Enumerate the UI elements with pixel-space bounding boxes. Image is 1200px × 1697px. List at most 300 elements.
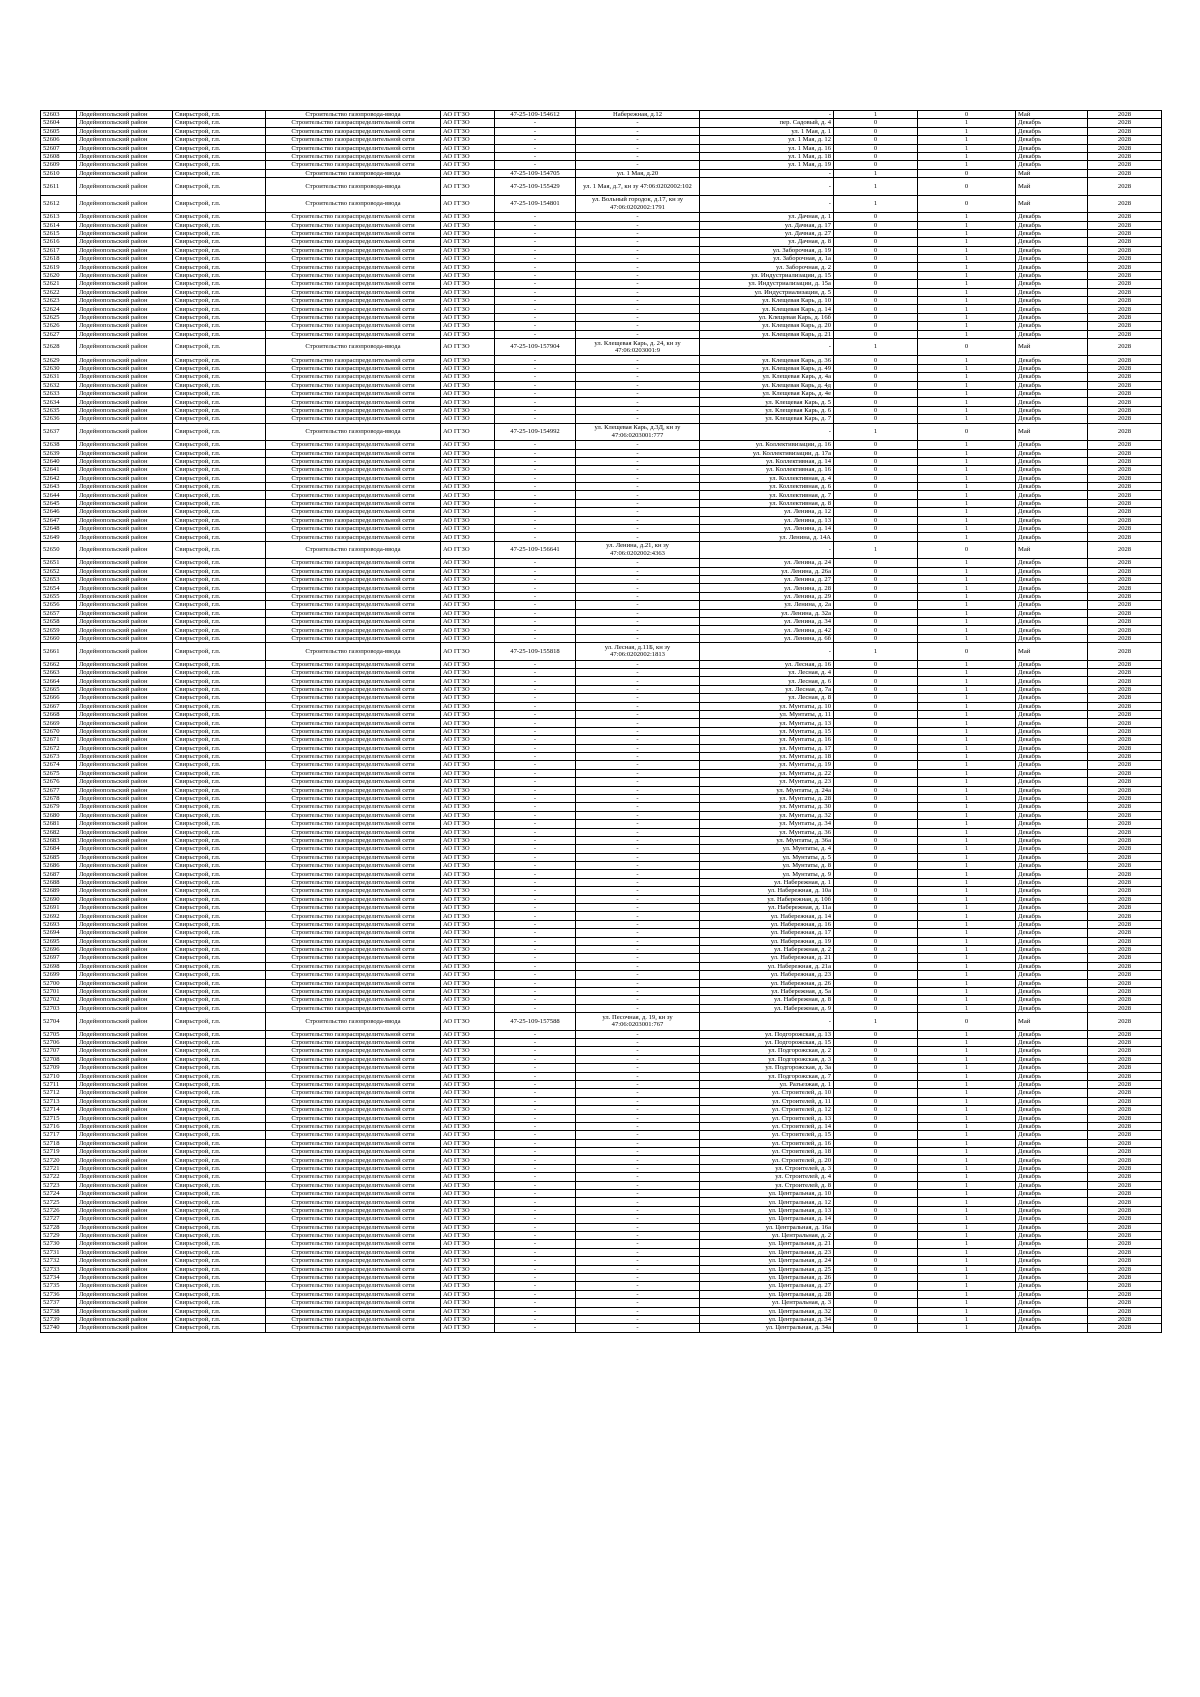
year-cell: 2028: [1088, 634, 1162, 642]
row-id: 52681: [41, 820, 77, 828]
address-cell: ул. Строителей, д. 12: [700, 1106, 834, 1114]
network-count-cell: 1: [918, 356, 1016, 364]
object-number-cell: -: [495, 836, 576, 844]
work-type-cell: Строительство газораспределительной сети: [266, 441, 441, 449]
object-number-cell: -: [495, 979, 576, 987]
object-number-cell: -: [495, 474, 576, 482]
object-number-cell: -: [495, 1080, 576, 1088]
settlement-cell: Свирьстрой, г.п.: [173, 836, 266, 844]
district-cell: Лодейнопольский район: [77, 904, 173, 912]
address-cell: ул. Подгорожская, д. 3а: [700, 1064, 834, 1072]
year-cell: 2028: [1088, 127, 1162, 135]
network-count-cell: 1: [918, 508, 1016, 516]
network-count-cell: 1: [918, 1307, 1016, 1315]
month-cell: Декабрь: [1016, 322, 1088, 330]
work-type-cell: Строительство газораспределительной сети: [266, 525, 441, 533]
object-number-cell: -: [495, 1248, 576, 1256]
settlement-cell: Свирьстрой, г.п.: [173, 415, 266, 423]
object-number-cell: -: [495, 694, 576, 702]
object-number-cell: -: [495, 761, 576, 769]
input-count-cell: 1: [834, 338, 918, 356]
address-cell: ул. Клещевая Карь, д. 21: [700, 330, 834, 338]
district-cell: Лодейнопольский район: [77, 1089, 173, 1097]
work-type-cell: Строительство газораспределительной сети: [266, 794, 441, 802]
object-number-cell: -: [495, 559, 576, 567]
month-cell: Декабрь: [1016, 213, 1088, 221]
object-number-cell: -: [495, 119, 576, 127]
organization-cell: АО ГГЗО: [441, 1290, 495, 1298]
address-cell: ул. Строителей, д. 4: [700, 1173, 834, 1181]
settlement-cell: Свирьстрой, г.п.: [173, 119, 266, 127]
network-count-cell: 1: [918, 862, 1016, 870]
month-cell: Декабрь: [1016, 1282, 1088, 1290]
settlement-cell: Свирьстрой, г.п.: [173, 711, 266, 719]
year-cell: 2028: [1088, 895, 1162, 903]
month-cell: Декабрь: [1016, 576, 1088, 584]
table-row: [41, 702, 1162, 710]
address-cell: ул. Центральная, д. 14: [700, 1215, 834, 1223]
year-cell: 2028: [1088, 280, 1162, 288]
district-cell: Лодейнопольский район: [77, 878, 173, 886]
table-row: [41, 929, 1162, 937]
year-cell: 2028: [1088, 499, 1162, 507]
settlement-cell: Свирьстрой, г.п.: [173, 669, 266, 677]
network-count-cell: 1: [918, 626, 1016, 634]
work-type-cell: Строительство газораспределительной сети: [266, 1248, 441, 1256]
row-id: 52693: [41, 920, 77, 928]
object-location-cell: -: [576, 161, 700, 169]
organization-cell: АО ГГЗО: [441, 945, 495, 953]
district-cell: Лодейнопольский район: [77, 1106, 173, 1114]
table-row: [41, 229, 1162, 237]
table-row: [41, 904, 1162, 912]
month-cell: Декабрь: [1016, 1198, 1088, 1206]
month-cell: Декабрь: [1016, 271, 1088, 279]
address-cell: ул. Мунтаты, д. 18: [700, 753, 834, 761]
object-location-cell: -: [576, 660, 700, 668]
year-cell: 2028: [1088, 702, 1162, 710]
year-cell: 2028: [1088, 136, 1162, 144]
work-type-cell: Строительство газораспределительной сети: [266, 483, 441, 491]
row-id: 52614: [41, 221, 77, 229]
district-cell: Лодейнопольский район: [77, 912, 173, 920]
object-location-cell: ул. Лесная, д.11Б, кн зу 47:06:0202002:1813: [576, 643, 700, 661]
input-count-cell: 0: [834, 491, 918, 499]
table-row: [41, 744, 1162, 752]
input-count-cell: 0: [834, 1231, 918, 1239]
organization-cell: АО ГГЗО: [441, 1047, 495, 1055]
table-row: [41, 1173, 1162, 1181]
organization-cell: АО ГГЗО: [441, 677, 495, 685]
year-cell: 2028: [1088, 423, 1162, 441]
work-type-cell: Строительство газораспределительной сети: [266, 1257, 441, 1265]
district-cell: Лодейнопольский район: [77, 727, 173, 735]
address-cell: ул. Клещевая Карь, д. 14: [700, 305, 834, 313]
organization-cell: АО ГГЗО: [441, 786, 495, 794]
organization-cell: АО ГГЗО: [441, 1004, 495, 1012]
district-cell: Лодейнопольский район: [77, 533, 173, 541]
address-cell: ул. Центральная, д. 34а: [700, 1324, 834, 1332]
organization-cell: АО ГГЗО: [441, 727, 495, 735]
address-cell: ул. Заборочная, д. 2: [700, 263, 834, 271]
object-location-cell: -: [576, 736, 700, 744]
row-id: 52617: [41, 246, 77, 254]
work-type-cell: Строительство газораспределительной сети: [266, 280, 441, 288]
month-cell: Декабрь: [1016, 609, 1088, 617]
work-type-cell: Строительство газораспределительной сети: [266, 1181, 441, 1189]
table-row: [41, 736, 1162, 744]
table-row: [41, 845, 1162, 853]
object-location-cell: -: [576, 853, 700, 861]
settlement-cell: Свирьстрой, г.п.: [173, 929, 266, 937]
year-cell: 2028: [1088, 1089, 1162, 1097]
row-id: 52688: [41, 878, 77, 886]
input-count-cell: 0: [834, 567, 918, 575]
row-id: 52736: [41, 1290, 77, 1298]
input-count-cell: 0: [834, 313, 918, 321]
input-count-cell: 0: [834, 297, 918, 305]
network-count-cell: 1: [918, 845, 1016, 853]
work-type-cell: Строительство газораспределительной сети: [266, 1072, 441, 1080]
work-type-cell: Строительство газораспределительной сети: [266, 1055, 441, 1063]
work-type-cell: Строительство газораспределительной сети: [266, 1173, 441, 1181]
district-cell: Лодейнопольский район: [77, 136, 173, 144]
input-count-cell: 0: [834, 853, 918, 861]
settlement-cell: Свирьстрой, г.п.: [173, 474, 266, 482]
object-location-cell: -: [576, 576, 700, 584]
address-cell: ул. Мунтаты, д. 36а: [700, 836, 834, 844]
object-number-cell: -: [495, 491, 576, 499]
month-cell: Декабрь: [1016, 1106, 1088, 1114]
object-location-cell: -: [576, 778, 700, 786]
table-row: [41, 811, 1162, 819]
district-cell: Лодейнопольский район: [77, 845, 173, 853]
district-cell: Лодейнопольский район: [77, 945, 173, 953]
input-count-cell: 0: [834, 711, 918, 719]
month-cell: Декабрь: [1016, 836, 1088, 844]
table-row: [41, 786, 1162, 794]
network-count-cell: 1: [918, 702, 1016, 710]
work-type-cell: Строительство газораспределительной сети: [266, 1097, 441, 1105]
row-id: 52621: [41, 280, 77, 288]
input-count-cell: 0: [834, 330, 918, 338]
object-location-cell: -: [576, 912, 700, 920]
work-type-cell: Строительство газораспределительной сети: [266, 1148, 441, 1156]
row-id: 52608: [41, 152, 77, 160]
address-cell: ул. Дачная, д. 1: [700, 213, 834, 221]
network-count-cell: 1: [918, 127, 1016, 135]
input-count-cell: 0: [834, 238, 918, 246]
network-count-cell: 1: [918, 1231, 1016, 1239]
object-location-cell: -: [576, 567, 700, 575]
address-cell: ул. Заборочная, д. 19: [700, 246, 834, 254]
network-count-cell: 1: [918, 263, 1016, 271]
network-count-cell: 1: [918, 144, 1016, 152]
object-location-cell: -: [576, 669, 700, 677]
table-row: [41, 1190, 1162, 1198]
district-cell: Лодейнопольский район: [77, 862, 173, 870]
row-id: 52707: [41, 1047, 77, 1055]
settlement-cell: Свирьстрой, г.п.: [173, 1156, 266, 1164]
address-cell: ул. Центральная, д. 26: [700, 1273, 834, 1281]
work-type-cell: Строительство газораспределительной сети: [266, 508, 441, 516]
network-count-cell: 1: [918, 803, 1016, 811]
table-row: [41, 887, 1162, 895]
work-type-cell: Строительство газопровода-ввода: [266, 111, 441, 119]
object-number-cell: -: [495, 1257, 576, 1265]
input-count-cell: 0: [834, 794, 918, 802]
address-cell: ул. Подгорожская, д. 2: [700, 1047, 834, 1055]
year-cell: 2028: [1088, 1265, 1162, 1273]
month-cell: Май: [1016, 178, 1088, 196]
month-cell: Декабрь: [1016, 1307, 1088, 1315]
district-cell: Лодейнопольский район: [77, 929, 173, 937]
settlement-cell: Свирьстрой, г.п.: [173, 1198, 266, 1206]
year-cell: 2028: [1088, 255, 1162, 263]
network-count-cell: 1: [918, 525, 1016, 533]
month-cell: Декабрь: [1016, 330, 1088, 338]
year-cell: 2028: [1088, 263, 1162, 271]
object-location-cell: -: [576, 1055, 700, 1063]
year-cell: 2028: [1088, 305, 1162, 313]
month-cell: Декабрь: [1016, 769, 1088, 777]
year-cell: 2028: [1088, 878, 1162, 886]
object-number-cell: -: [495, 609, 576, 617]
table-row: [41, 525, 1162, 533]
month-cell: Декабрь: [1016, 119, 1088, 127]
month-cell: Декабрь: [1016, 483, 1088, 491]
network-count-cell: 1: [918, 836, 1016, 844]
organization-cell: АО ГГЗО: [441, 1240, 495, 1248]
year-cell: 2028: [1088, 246, 1162, 254]
object-location-cell: -: [576, 280, 700, 288]
table-row: [41, 836, 1162, 844]
year-cell: 2028: [1088, 887, 1162, 895]
table-row: [41, 1156, 1162, 1164]
table-row: [41, 685, 1162, 693]
settlement-cell: Свирьстрой, г.п.: [173, 1030, 266, 1038]
work-type-cell: Строительство газораспределительной сети: [266, 1122, 441, 1130]
object-location-cell: -: [576, 987, 700, 995]
settlement-cell: Свирьстрой, г.п.: [173, 483, 266, 491]
row-id: 52673: [41, 753, 77, 761]
table-row: [41, 937, 1162, 945]
network-count-cell: 1: [918, 491, 1016, 499]
settlement-cell: Свирьстрой, г.п.: [173, 1055, 266, 1063]
work-type-cell: Строительство газораспределительной сети: [266, 811, 441, 819]
district-cell: Лодейнопольский район: [77, 1064, 173, 1072]
address-cell: ул. Центральная, д. 25: [700, 1265, 834, 1273]
address-cell: ул. Мунтаты, д. 23: [700, 778, 834, 786]
district-cell: Лодейнопольский район: [77, 491, 173, 499]
district-cell: Лодейнопольский район: [77, 322, 173, 330]
district-cell: Лодейнопольский район: [77, 736, 173, 744]
input-count-cell: 0: [834, 525, 918, 533]
address-cell: ул. Строителей, д. 15: [700, 1131, 834, 1139]
district-cell: Лодейнопольский район: [77, 1148, 173, 1156]
district-cell: Лодейнопольский район: [77, 1097, 173, 1105]
object-number-cell: -: [495, 356, 576, 364]
row-id: 52713: [41, 1097, 77, 1105]
work-type-cell: Строительство газораспределительной сети: [266, 1106, 441, 1114]
input-count-cell: 0: [834, 161, 918, 169]
district-cell: Лодейнопольский район: [77, 415, 173, 423]
input-count-cell: 0: [834, 1248, 918, 1256]
object-number-cell: -: [495, 1290, 576, 1298]
organization-cell: АО ГГЗО: [441, 169, 495, 177]
address-cell: -: [700, 1013, 834, 1031]
work-type-cell: Строительство газораспределительной сети: [266, 1223, 441, 1231]
input-count-cell: 0: [834, 803, 918, 811]
row-id: 52613: [41, 213, 77, 221]
row-id: 52628: [41, 338, 77, 356]
address-cell: ул. Мунтаты, д. 10: [700, 702, 834, 710]
address-cell: ул. Коллективизации, д. 17а: [700, 449, 834, 457]
month-cell: Декабрь: [1016, 962, 1088, 970]
address-cell: ул. 1 Мая, д. 18: [700, 152, 834, 160]
organization-cell: АО ГГЗО: [441, 1114, 495, 1122]
work-type-cell: Строительство газораспределительной сети: [266, 119, 441, 127]
address-cell: ул. Набережная, д. 26: [700, 979, 834, 987]
work-type-cell: Строительство газораспределительной сети: [266, 1265, 441, 1273]
table-row: [41, 601, 1162, 609]
organization-cell: АО ГГЗО: [441, 979, 495, 987]
input-count-cell: 0: [834, 987, 918, 995]
object-location-cell: -: [576, 996, 700, 1004]
network-count-cell: 1: [918, 592, 1016, 600]
organization-cell: АО ГГЗО: [441, 111, 495, 119]
address-cell: ул. Мунтаты, д. 24а: [700, 786, 834, 794]
table-row: [41, 457, 1162, 465]
object-location-cell: -: [576, 127, 700, 135]
organization-cell: АО ГГЗО: [441, 1265, 495, 1273]
year-cell: 2028: [1088, 1215, 1162, 1223]
year-cell: 2028: [1088, 1190, 1162, 1198]
row-id: 52738: [41, 1307, 77, 1315]
object-location-cell: -: [576, 508, 700, 516]
table-row: [41, 474, 1162, 482]
object-location-cell: -: [576, 466, 700, 474]
table-row: [41, 634, 1162, 642]
settlement-cell: Свирьстрой, г.п.: [173, 1231, 266, 1239]
organization-cell: АО ГГЗО: [441, 1106, 495, 1114]
year-cell: 2028: [1088, 1064, 1162, 1072]
year-cell: 2028: [1088, 398, 1162, 406]
row-id: 52711: [41, 1080, 77, 1088]
network-count-cell: 1: [918, 1047, 1016, 1055]
settlement-cell: Свирьстрой, г.п.: [173, 449, 266, 457]
settlement-cell: Свирьстрой, г.п.: [173, 1223, 266, 1231]
address-cell: ул. Мунтаты, д. 11: [700, 711, 834, 719]
address-cell: ул. Дачная, д. 17: [700, 221, 834, 229]
object-location-cell: -: [576, 119, 700, 127]
input-count-cell: 0: [834, 912, 918, 920]
year-cell: 2028: [1088, 794, 1162, 802]
year-cell: 2028: [1088, 415, 1162, 423]
settlement-cell: Свирьстрой, г.п.: [173, 870, 266, 878]
row-id: 52691: [41, 904, 77, 912]
network-count-cell: 1: [918, 895, 1016, 903]
row-id: 52718: [41, 1139, 77, 1147]
organization-cell: АО ГГЗО: [441, 811, 495, 819]
year-cell: 2028: [1088, 904, 1162, 912]
object-location-cell: -: [576, 1290, 700, 1298]
object-number-cell: -: [495, 576, 576, 584]
month-cell: Декабрь: [1016, 1055, 1088, 1063]
year-cell: 2028: [1088, 152, 1162, 160]
row-id: 52696: [41, 945, 77, 953]
work-type-cell: Строительство газораспределительной сети: [266, 592, 441, 600]
address-cell: ул. Центральная, д. 2: [700, 1231, 834, 1239]
month-cell: Декабрь: [1016, 862, 1088, 870]
object-location-cell: -: [576, 1030, 700, 1038]
district-cell: Лодейнопольский район: [77, 390, 173, 398]
address-cell: ул. Ленина, д. 12: [700, 508, 834, 516]
month-cell: Декабрь: [1016, 1324, 1088, 1332]
input-count-cell: 0: [834, 769, 918, 777]
table-row: [41, 119, 1162, 127]
object-location-cell: -: [576, 1064, 700, 1072]
district-cell: Лодейнопольский район: [77, 161, 173, 169]
input-count-cell: 0: [834, 702, 918, 710]
row-id: 52640: [41, 457, 77, 465]
row-id: 52659: [41, 626, 77, 634]
settlement-cell: Свирьстрой, г.п.: [173, 694, 266, 702]
organization-cell: АО ГГЗО: [441, 483, 495, 491]
address-cell: пер. Садовый, д. 4: [700, 119, 834, 127]
settlement-cell: Свирьстрой, г.п.: [173, 152, 266, 160]
settlement-cell: Свирьстрой, г.п.: [173, 271, 266, 279]
row-id: 52694: [41, 929, 77, 937]
table-row: [41, 1114, 1162, 1122]
year-cell: 2028: [1088, 441, 1162, 449]
district-cell: Лодейнопольский район: [77, 144, 173, 152]
input-count-cell: 0: [834, 895, 918, 903]
input-count-cell: 0: [834, 1072, 918, 1080]
object-number-cell: -: [495, 466, 576, 474]
object-location-cell: -: [576, 533, 700, 541]
organization-cell: АО ГГЗО: [441, 643, 495, 661]
row-id: 52715: [41, 1114, 77, 1122]
address-cell: ул. 1 Мая, д. 12: [700, 136, 834, 144]
object-number-cell: 47-25-109-157904: [495, 338, 576, 356]
district-cell: Лодейнопольский район: [77, 119, 173, 127]
work-type-cell: Строительство газораспределительной сети: [266, 609, 441, 617]
district-cell: Лодейнопольский район: [77, 330, 173, 338]
year-cell: 2028: [1088, 1223, 1162, 1231]
row-id: 52686: [41, 862, 77, 870]
settlement-cell: Свирьстрой, г.п.: [173, 576, 266, 584]
organization-cell: АО ГГЗО: [441, 601, 495, 609]
organization-cell: АО ГГЗО: [441, 820, 495, 828]
row-id: 52604: [41, 119, 77, 127]
settlement-cell: Свирьстрой, г.п.: [173, 288, 266, 296]
input-count-cell: 0: [834, 1190, 918, 1198]
object-number-cell: -: [495, 769, 576, 777]
row-id: 52669: [41, 719, 77, 727]
address-cell: ул. Лесная, д. 8: [700, 694, 834, 702]
year-cell: 2028: [1088, 769, 1162, 777]
input-count-cell: 0: [834, 1181, 918, 1189]
year-cell: 2028: [1088, 853, 1162, 861]
table-row: [41, 1131, 1162, 1139]
table-row: [41, 423, 1162, 441]
district-cell: Лодейнопольский район: [77, 127, 173, 135]
row-id: 52716: [41, 1122, 77, 1130]
month-cell: Декабрь: [1016, 618, 1088, 626]
object-location-cell: -: [576, 136, 700, 144]
year-cell: 2028: [1088, 1039, 1162, 1047]
